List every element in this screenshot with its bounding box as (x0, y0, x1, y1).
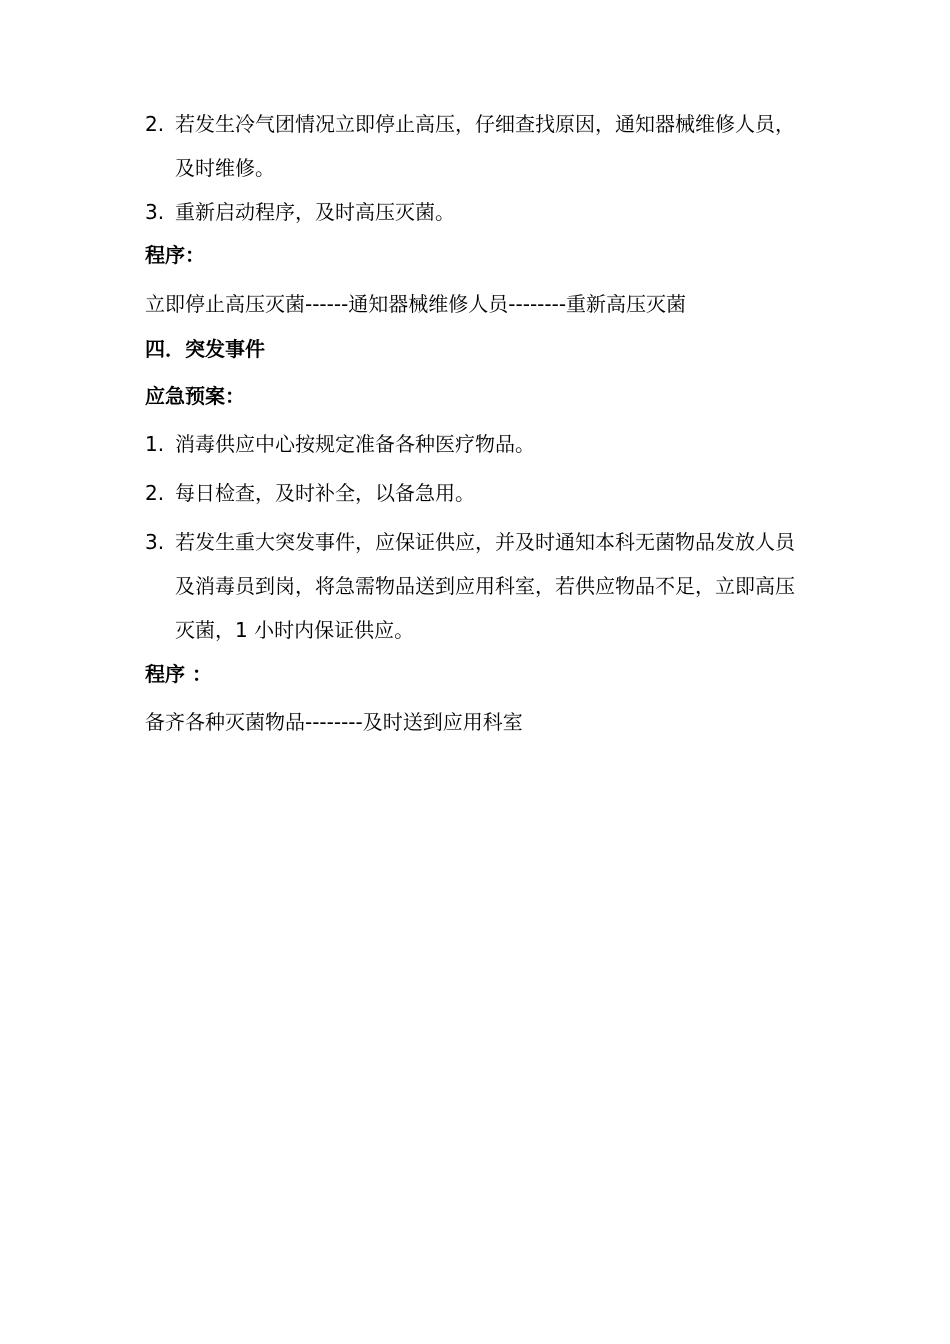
section3-list (145, 102, 805, 234)
section4-title: 四．突发事件 (145, 337, 265, 361)
section4-procedure-label: 程序 ： (145, 662, 212, 686)
list-item-text: 每日检查，及时补全，以备急用。 (175, 481, 475, 505)
list-item-number: 2. (145, 481, 165, 505)
section4-list (145, 422, 805, 652)
list-item-text: 若发生重大突发事件，应保证供应，并及时通知本科无菌物品发放人员及消毒员到岗，将急需物品送到应用科室，若供应物品不足，立即高压灭菌，1 小时内保证供应。 (175, 530, 795, 642)
list-item-number: 3. (145, 200, 165, 224)
section3-procedure-label: 程序： (145, 243, 205, 267)
section4-procedure: 备齐各种灭菌物品--------及时送到应用科室 (145, 710, 523, 734)
list-item-number: 1. (145, 432, 165, 456)
list-item (145, 102, 805, 190)
list-item (145, 190, 805, 234)
list-item-number: 2. (145, 112, 165, 136)
list-item-text: 消毒供应中心按规定准备各种医疗物品。 (175, 432, 535, 456)
list-item-text: 若发生冷气团情况立即停止高压，仔细查找原因，通知器械维修人员，及时维修。 (175, 112, 795, 180)
section4-plan-label: 应急预案： (145, 384, 245, 408)
section3-procedure: 立即停止高压灭菌------通知器械维修人员--------重新高压灭菌 (145, 292, 687, 316)
list-item (145, 471, 805, 515)
list-item (145, 422, 805, 466)
list-item (145, 520, 805, 652)
list-item-number: 3. (145, 530, 165, 554)
list-item-text: 重新启动程序，及时高压灭菌。 (175, 200, 455, 224)
